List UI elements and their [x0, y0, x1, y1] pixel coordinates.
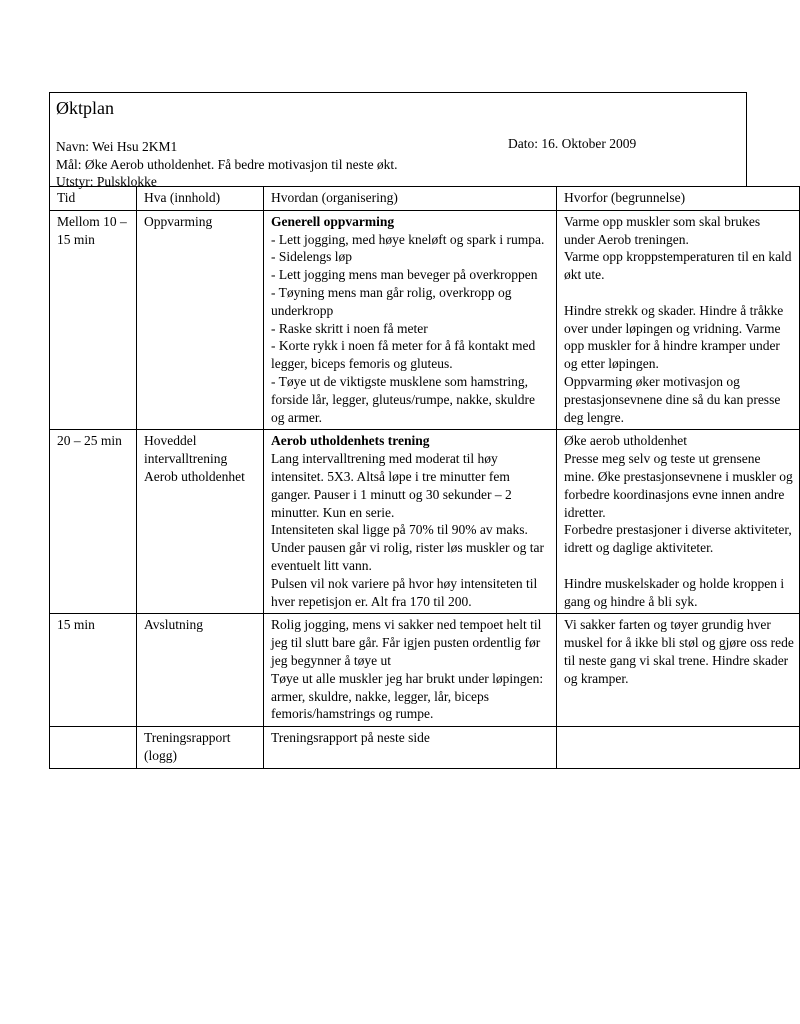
cell-line: Tøye ut alle muskler jeg har brukt under løpingen: armer, skuldre, nakke, legger, lår, biceps femoris/hamstrings og rumpe.: [271, 670, 544, 722]
cell-hvordan: [264, 614, 557, 727]
table-row: [50, 430, 800, 614]
cell-hvorfor: [557, 614, 800, 727]
table-row: [50, 210, 800, 430]
cell-line: - Tøyning mens man går rolig, overkropp og underkropp: [271, 284, 512, 318]
paragraph-gap: [564, 557, 794, 575]
cell-hva: Avslutning: [137, 614, 264, 727]
header-tid: Tid: [50, 187, 137, 211]
cell-line: - Lett jogging mens man beveger på overkroppen: [271, 267, 538, 283]
cell-hvordan-title: Aerob utholdenhets trening: [271, 433, 430, 449]
cell-hvordan: [264, 727, 557, 769]
plan-header: [49, 92, 747, 189]
cell-line: - Korte rykk i noen få meter for å få kontakt med legger, biceps femoris og gluteus.: [271, 338, 536, 372]
cell-hvordan: [264, 210, 557, 430]
cell-line: Presse meg selv og teste ut grensene mine. Øke prestasjonsevnene i muskler og forbedre koordinasjons evne innen andre idretter.: [564, 451, 793, 520]
cell-line: Pulsen vil nok variere på hvor høy intensiteten til hver repetisjon er. Alt fra 170 til 200.: [271, 575, 538, 609]
table-row: [50, 727, 800, 769]
cell-line: Oppvarming øker motivasjon og prestasjonsevnene dine så du kan presse deg lengre.: [564, 373, 781, 425]
date-line: Dato: 16. Oktober 2009: [508, 136, 637, 151]
cell-line: Hindre muskelskader og holde kroppen i gang og hindre å bli syk.: [564, 575, 785, 609]
paragraph-gap: [564, 284, 794, 302]
cell-line: Intensiteten skal ligge på 70% til 90% av maks. Under pausen går vi rolig, rister løs muskler og tar eventuelt litt vann.: [271, 522, 544, 573]
cell-line: Øke aerob utholdenhet: [564, 433, 687, 449]
page-title: Øktplan: [56, 98, 114, 118]
table-row: [50, 614, 800, 727]
cell-line: - Sidelengs løp: [271, 249, 352, 265]
header-hvorfor: Hvorfor (begrunnelse): [557, 187, 800, 211]
cell-line: Treningsrapport på neste side: [271, 730, 430, 746]
cell-hvordan: [264, 430, 557, 614]
cell-hvordan-title: Generell oppvarming: [271, 213, 395, 229]
cell-hvorfor: [557, 727, 800, 769]
training-plan-document: [49, 92, 794, 769]
header-hva: Hva (innhold): [137, 187, 264, 211]
cell-tid: 15 min: [50, 614, 137, 727]
cell-line: Lang intervalltrening med moderat til høy intensitet. 5X3. Altså løpe i tre minutter fem ganger. Pauser i 1 minutt og 30 sekunder – 2 minutter. Kun en serie.: [271, 451, 512, 520]
cell-line: - Raske skritt i noen få meter: [271, 320, 428, 336]
cell-tid: Mellom 10 – 15 min: [50, 210, 137, 430]
equipment-line: Utstyr: Pulsklokke: [56, 174, 157, 189]
goal-line: Mål: Øke Aerob utholdenhet. Få bedre motivasjon til neste økt.: [56, 156, 398, 172]
cell-hva: Hoveddel intervalltrening Aerob utholdenhet: [137, 430, 264, 614]
cell-hvorfor: [557, 430, 800, 614]
cell-line: Vi sakker farten og tøyer grundig hver muskel for å ikke bli støl og gjøre oss rede til neste gang vi skal trene. Hindre skader og kramper.: [564, 617, 794, 686]
cell-hvorfor: [557, 210, 800, 430]
name-line: Navn: Wei Hsu 2KM1: [56, 139, 178, 154]
cell-hva: Oppvarming: [137, 210, 264, 430]
cell-line: Forbedre prestasjoner i diverse aktiviteter, idrett og daglige aktiviteter.: [564, 522, 792, 556]
plan-table: [49, 186, 800, 769]
cell-line: Rolig jogging, mens vi sakker ned tempoet helt til jeg til slutt bare går. Får igjen pusten ordentlig før jeg begynner å tøye ut: [271, 617, 542, 668]
cell-line: Varme opp muskler som skal brukes under Aerob treningen.: [564, 213, 761, 247]
cell-line: - Lett jogging, med høye kneløft og spark i rumpa.: [271, 231, 545, 247]
cell-hva: Treningsrapport (logg): [137, 727, 264, 769]
cell-line: Hindre strekk og skader. Hindre å tråkke over under løpingen og vridning. Varme opp muskler for å hindre kramper under og etter løpingen.: [564, 302, 784, 372]
header-hvordan: Hvordan (organisering): [264, 187, 557, 211]
cell-line: - Tøye ut de viktigste musklene som hamstring, forside lår, legger, gluteus/rumpe, nakke, skuldre og armer.: [271, 373, 535, 425]
cell-tid: 20 – 25 min: [50, 430, 137, 614]
cell-tid: [50, 727, 137, 769]
cell-line: Varme opp kroppstemperaturen til en kald økt ute.: [564, 249, 792, 283]
